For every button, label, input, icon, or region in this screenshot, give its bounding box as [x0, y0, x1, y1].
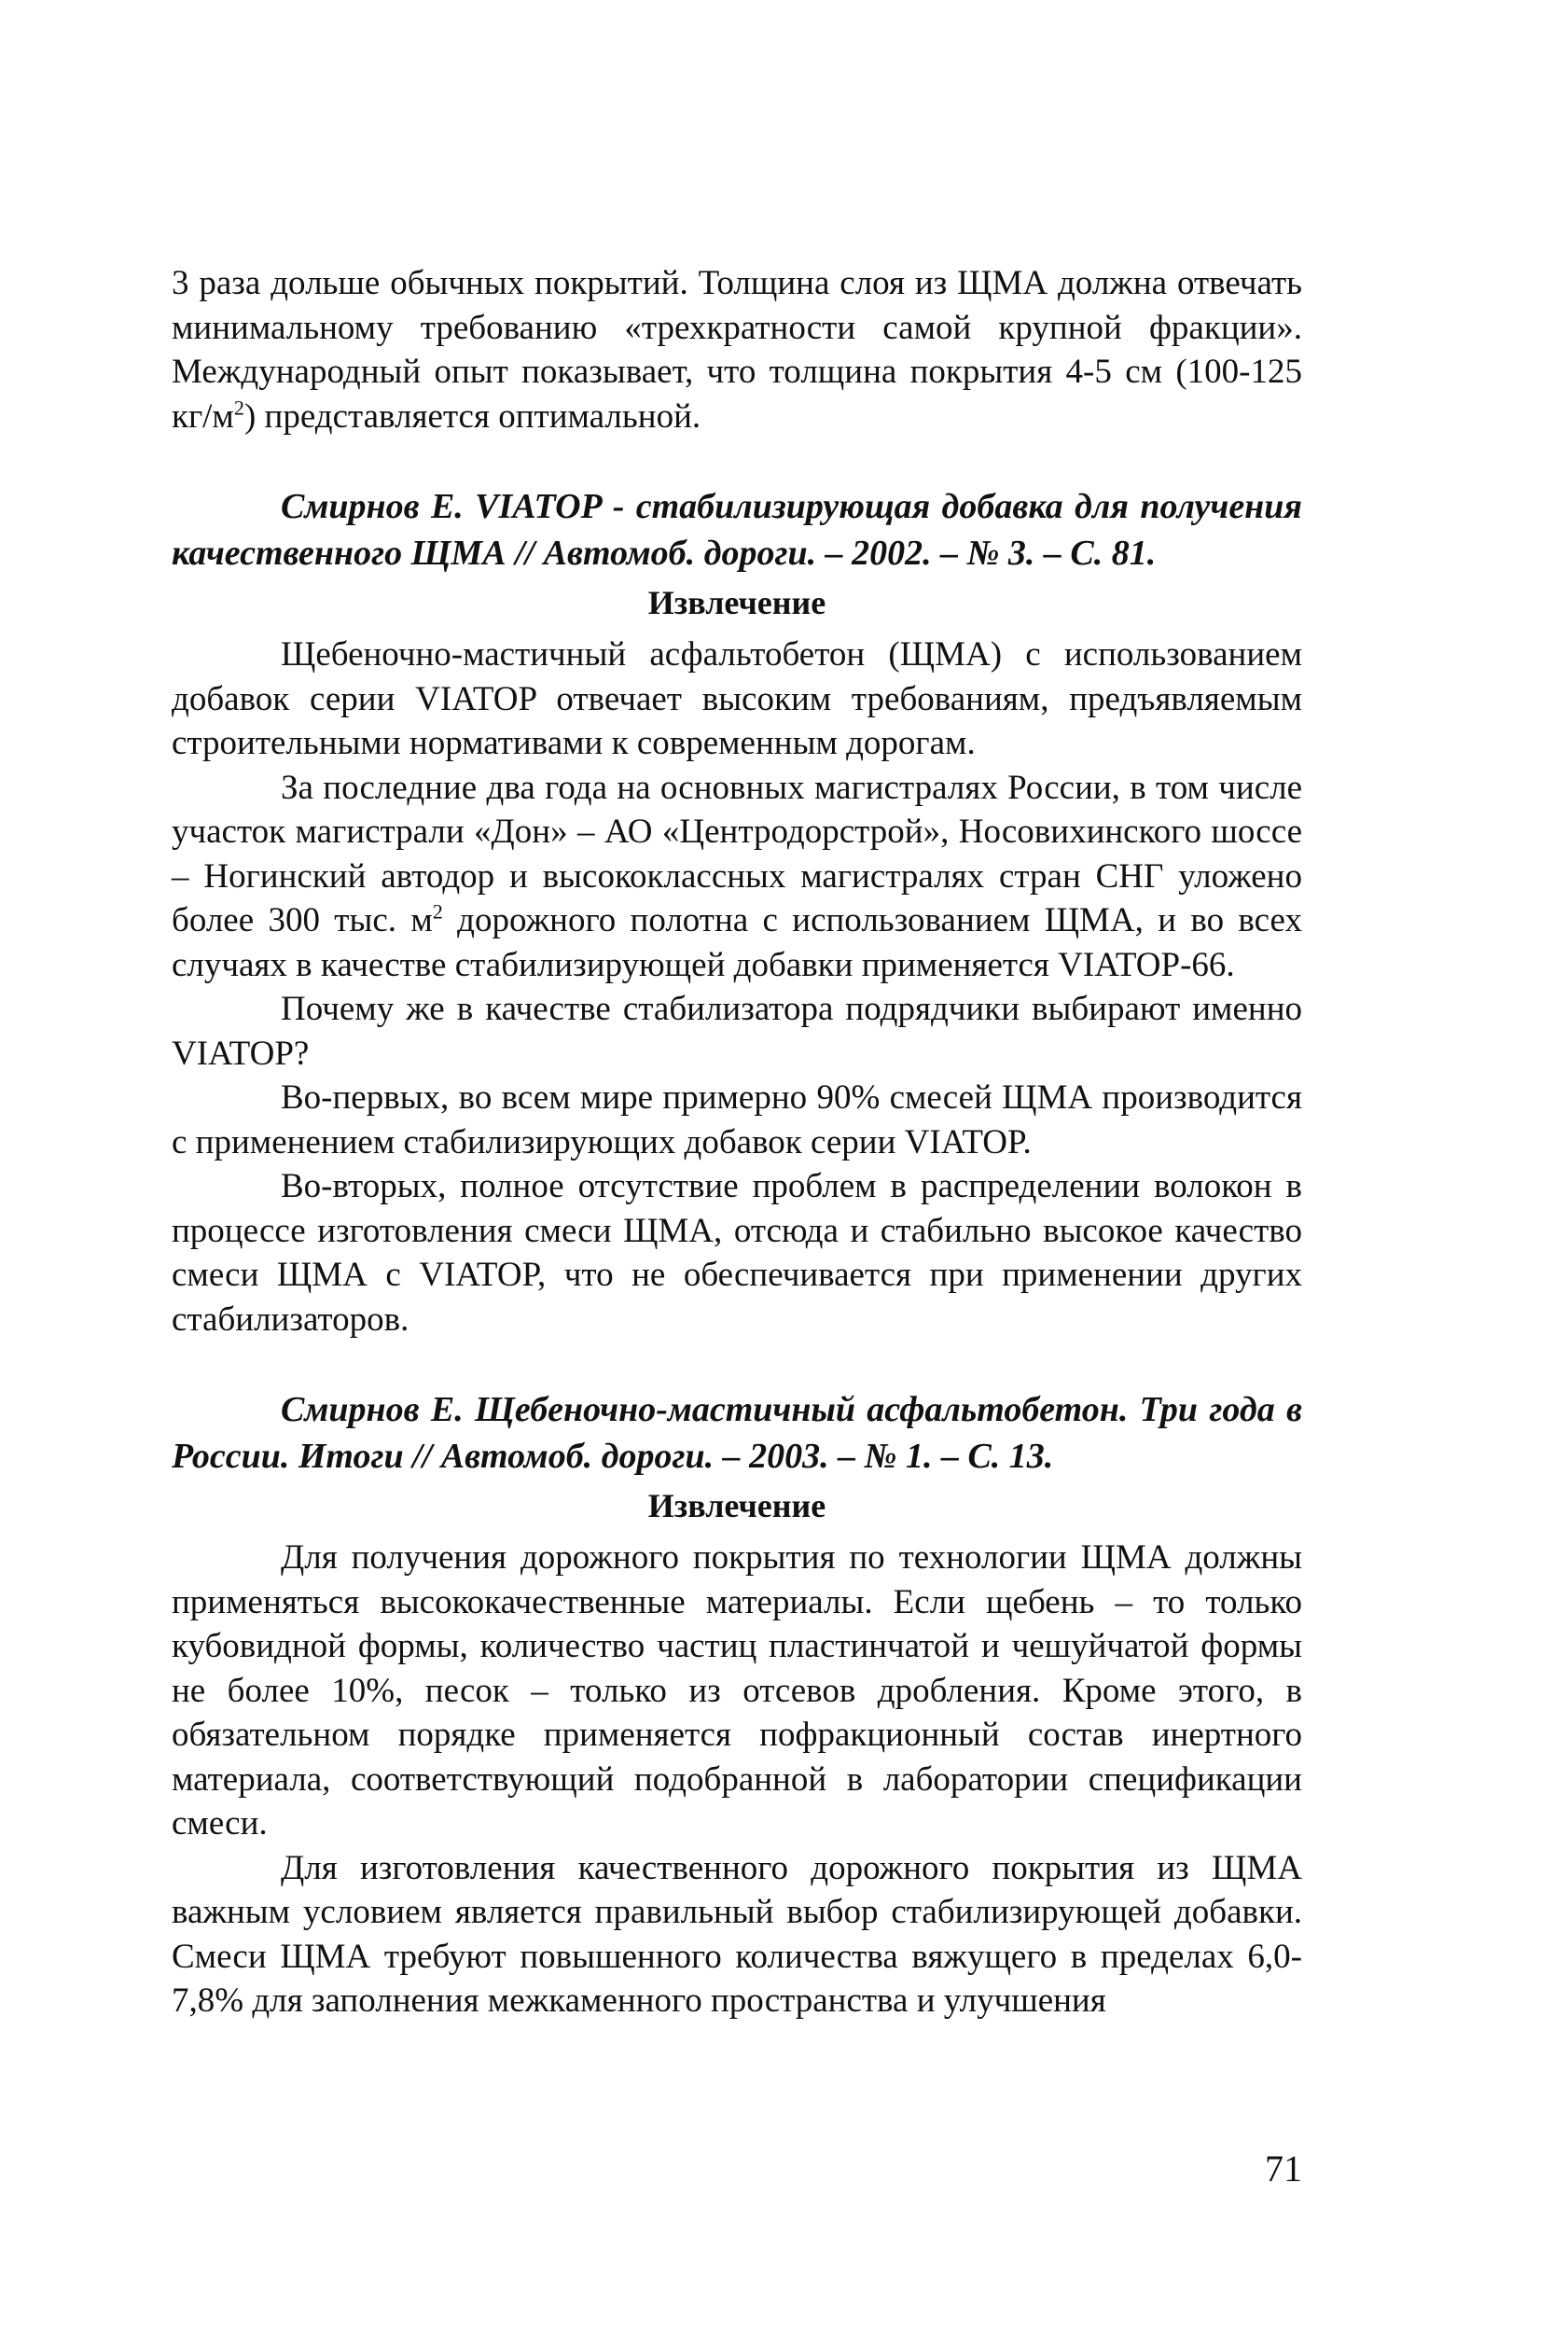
section2-paragraph-1: Для получения дорожного покрытия по технологии ЩМА должны применяться высококачественные материалы. Если щебень – то только кубовидной формы, количество частиц пластинчатой и чешуйчатой формы не более 10%, песок – только из отсевов дробления. Кроме этого, в обязательном порядке применяется пофракционный состав инертного материала, соответствующий подобранной в лаборатории спецификации смеси.: [172, 1538, 1302, 1842]
intro-paragraph: [172, 261, 1302, 438]
section1-superscript: 2: [432, 899, 443, 924]
intro-text-part2: ) представляется оптимальной.: [243, 396, 701, 436]
citation-2: Смирнов Е. Щебеночно-мастичный асфальтобетон. Три года в России. Итоги // Автомоб. дороги. – 2003. – № 1. – С. 13.: [172, 1390, 1302, 1476]
intro-text-part1: 3 раза дольше обычных покрытий. Толщина слоя из ЩМА должна отвечать минимальному требованию «трехкратности самой крупной фракции». Международный опыт показывает, что толщина покрытия 4-5 см (100-125 кг/м: [172, 264, 1302, 436]
section1-paragraph-2: [172, 766, 1302, 988]
section1-paragraph-3: Почему же в качестве стабилизатора подрядчики выбирают именно VIATOP?: [172, 990, 1302, 1073]
heading-extract-1: Извлечение: [647, 584, 826, 621]
page-number: 71: [1265, 2148, 1302, 2190]
citation-1: Смирнов Е. VIATOP - стабилизирующая добавка для получения качественного ЩМА // Автомоб. дороги. – 2002. – № 3. – С. 81.: [172, 487, 1302, 573]
section2-paragraph-2: Для изготовления качественного дорожного покрытия из ЩМА важным условием является правильный выбор стабилизирующей добавки. Смеси ЩМА требуют повышенного количества вяжущего в пределах 6,0-7,8% для заполнения межкаменного пространства и улучшения: [172, 1848, 1302, 2020]
heading-extract-2: Извлечение: [647, 1487, 826, 1524]
intro-superscript: 2: [233, 396, 244, 420]
section1-paragraph-5: Во-вторых, полное отсутствие проблем в распределении волокон в процессе изготовления смеси ЩМА, отсюда и стабильно высокое качество смеси ЩМА с VIATOP, что не обеспечивается при применении других стабилизаторов.: [172, 1167, 1302, 1339]
section1-paragraph-1: Щебеночно-мастичный асфальтобетон (ЩМА) с использованием добавок серии VIATOP отвечает высоким требованиям, предъявляемым строительными нормативами к современным дорогам.: [172, 635, 1302, 762]
section1-paragraph-2-part2: дорожного полотна с использованием ЩМА, и во всех случаях в качестве стабилизирующей добавки применяется VIATOP-66.: [172, 901, 1302, 984]
page-body: [172, 261, 1302, 2023]
section1-paragraph-4: Во-первых, во всем мире примерно 90% смесей ЩМА производится с применением стабилизирующих добавок серии VIATOP.: [172, 1078, 1302, 1161]
section1-paragraph-2-part1: За последние два года на основных магистралях России, в том числе участок магистрали «Дон» – АО «Центродорстрой», Носовихинского шоссе – Ногинский автодор и высококлассных магистралях стран СНГ уложено более 300 тыс. м: [172, 768, 1302, 939]
